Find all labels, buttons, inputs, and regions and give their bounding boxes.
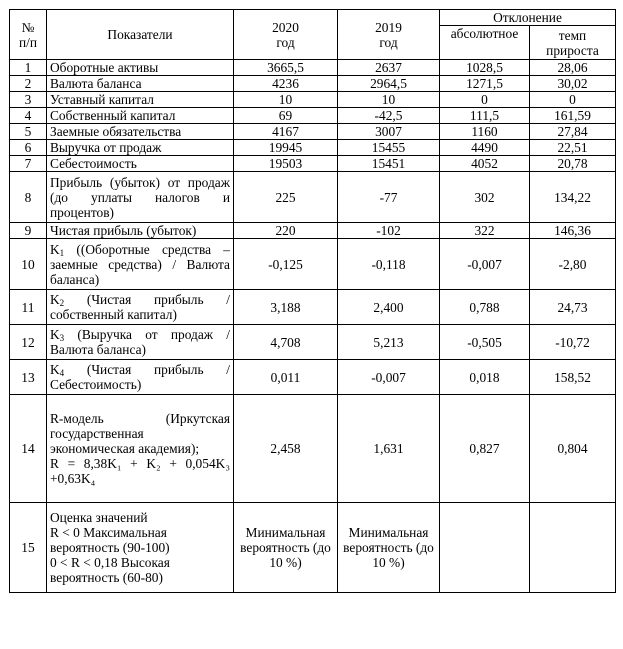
row-number: 15 (10, 503, 47, 593)
row-name: Оборотные активы (47, 60, 234, 76)
table-row (10, 140, 616, 156)
value-2020: 4167 (234, 124, 338, 140)
value-2019: 2637 (338, 60, 440, 76)
value-2019: -77 (338, 172, 440, 223)
value-rate: 0 (530, 92, 616, 108)
row-number: 9 (10, 223, 47, 239)
table-row (10, 239, 616, 290)
table-row (10, 395, 616, 503)
value-2019: 15451 (338, 156, 440, 172)
row-name: R-модель (Иркутская государственная экономическая академия); R = 8,38K₁ + K₂ + 0,054K₃ +0,63K₄ (47, 395, 234, 503)
value-2020: -0,125 (234, 239, 338, 290)
table-row (10, 172, 616, 223)
value-absolute: 0,788 (440, 290, 530, 325)
row-number: 2 (10, 76, 47, 92)
value-rate: 20,78 (530, 156, 616, 172)
value-rate: 158,52 (530, 360, 616, 395)
row-number: 6 (10, 140, 47, 156)
table-row (10, 223, 616, 239)
value-2019: -102 (338, 223, 440, 239)
value-absolute: -0,007 (440, 239, 530, 290)
row-number: 5 (10, 124, 47, 140)
value-rate: 28,06 (530, 60, 616, 76)
row-name: $K_2$ (Чистая прибыль / собственный капитал) (47, 290, 234, 325)
row-name: $K_1$ ((Оборотные средства – заемные средства) / Валюта баланса) (47, 239, 234, 290)
table-row (10, 360, 616, 395)
header-indicators: Показатели (47, 10, 234, 60)
row-number: 1 (10, 60, 47, 76)
row-name: Выручка от продаж (47, 140, 234, 156)
value-rate: 27,84 (530, 124, 616, 140)
value-rate: 24,73 (530, 290, 616, 325)
table-row (10, 108, 616, 124)
row-name: Заемные обязательства (47, 124, 234, 140)
row-number: 12 (10, 325, 47, 360)
value-absolute: 4490 (440, 140, 530, 156)
value-absolute: 302 (440, 172, 530, 223)
value-rate (530, 503, 616, 593)
row-number: 14 (10, 395, 47, 503)
value-rate: -10,72 (530, 325, 616, 360)
value-2019: 2,400 (338, 290, 440, 325)
table-row (10, 503, 616, 593)
value-absolute: 0,827 (440, 395, 530, 503)
table-row (10, 92, 616, 108)
value-2020: 220 (234, 223, 338, 239)
value-absolute: 4052 (440, 156, 530, 172)
table-row (10, 156, 616, 172)
row-number: 10 (10, 239, 47, 290)
row-name: Прибыль (убыток) от продаж (до уплаты налогов и процентов) (47, 172, 234, 223)
value-rate: 134,22 (530, 172, 616, 223)
value-2020: 4,708 (234, 325, 338, 360)
value-absolute (440, 503, 530, 593)
value-2019: 3007 (338, 124, 440, 140)
value-2020: Минимальная вероятность (до 10 %) (234, 503, 338, 593)
header-absolute: абсолютное (440, 26, 530, 60)
table-row (10, 60, 616, 76)
table-row (10, 76, 616, 92)
value-2019: 10 (338, 92, 440, 108)
value-2019: 2964,5 (338, 76, 440, 92)
value-2020: 10 (234, 92, 338, 108)
value-2019: 1,631 (338, 395, 440, 503)
value-absolute: 0 (440, 92, 530, 108)
row-number: 7 (10, 156, 47, 172)
row-name: $K_3$ (Выручка от продаж / Валюта баланса) (47, 325, 234, 360)
value-2020: 225 (234, 172, 338, 223)
row-name: Валюта баланса (47, 76, 234, 92)
row-number: 4 (10, 108, 47, 124)
value-2020: 19503 (234, 156, 338, 172)
value-absolute: 1160 (440, 124, 530, 140)
value-2019: -42,5 (338, 108, 440, 124)
row-name: Чистая прибыль (убыток) (47, 223, 234, 239)
value-rate: 22,51 (530, 140, 616, 156)
value-2020: 3665,5 (234, 60, 338, 76)
value-2020: 19945 (234, 140, 338, 156)
row-name: Уставный капитал (47, 92, 234, 108)
value-2020: 0,011 (234, 360, 338, 395)
value-absolute: -0,505 (440, 325, 530, 360)
value-absolute: 0,018 (440, 360, 530, 395)
row-name: $K_4$ (Чистая прибыль / Себестоимость) (47, 360, 234, 395)
r-model-formula: R = 8,38K₁ + K₂ + 0,054K₃ +0,63K₄ (50, 456, 230, 486)
row-number: 13 (10, 360, 47, 395)
indicators-table (9, 9, 616, 593)
value-rate: 30,02 (530, 76, 616, 92)
row-name: Оценка значений R < 0 Максимальная вероятность (90-100) 0 < R < 0,18 Высокая вероятность (60-80) (47, 503, 234, 593)
value-2019: 5,213 (338, 325, 440, 360)
value-2020: 4236 (234, 76, 338, 92)
value-2019: 15455 (338, 140, 440, 156)
row-name: Собственный капитал (47, 108, 234, 124)
value-absolute: 111,5 (440, 108, 530, 124)
value-absolute: 322 (440, 223, 530, 239)
row-number: 8 (10, 172, 47, 223)
row-number: 11 (10, 290, 47, 325)
header-growth-rate: темп прироста (530, 26, 616, 60)
value-rate: 146,36 (530, 223, 616, 239)
table-row (10, 290, 616, 325)
table-row (10, 124, 616, 140)
header-2019: 2019 год (338, 10, 440, 60)
header-deviation: Отклонение (440, 10, 616, 26)
value-2019: Минимальная вероятность (до 10 %) (338, 503, 440, 593)
value-absolute: 1028,5 (440, 60, 530, 76)
value-rate: 161,59 (530, 108, 616, 124)
row-number: 3 (10, 92, 47, 108)
value-2019: -0,007 (338, 360, 440, 395)
value-absolute: 1271,5 (440, 76, 530, 92)
value-2020: 3,188 (234, 290, 338, 325)
value-rate: 0,804 (530, 395, 616, 503)
value-rate: -2,80 (530, 239, 616, 290)
value-2020: 69 (234, 108, 338, 124)
value-2019: -0,118 (338, 239, 440, 290)
table-row (10, 325, 616, 360)
value-2020: 2,458 (234, 395, 338, 503)
header-no: № п/п (10, 10, 47, 60)
header-2020: 2020 год (234, 10, 338, 60)
row-name: Себестоимость (47, 156, 234, 172)
